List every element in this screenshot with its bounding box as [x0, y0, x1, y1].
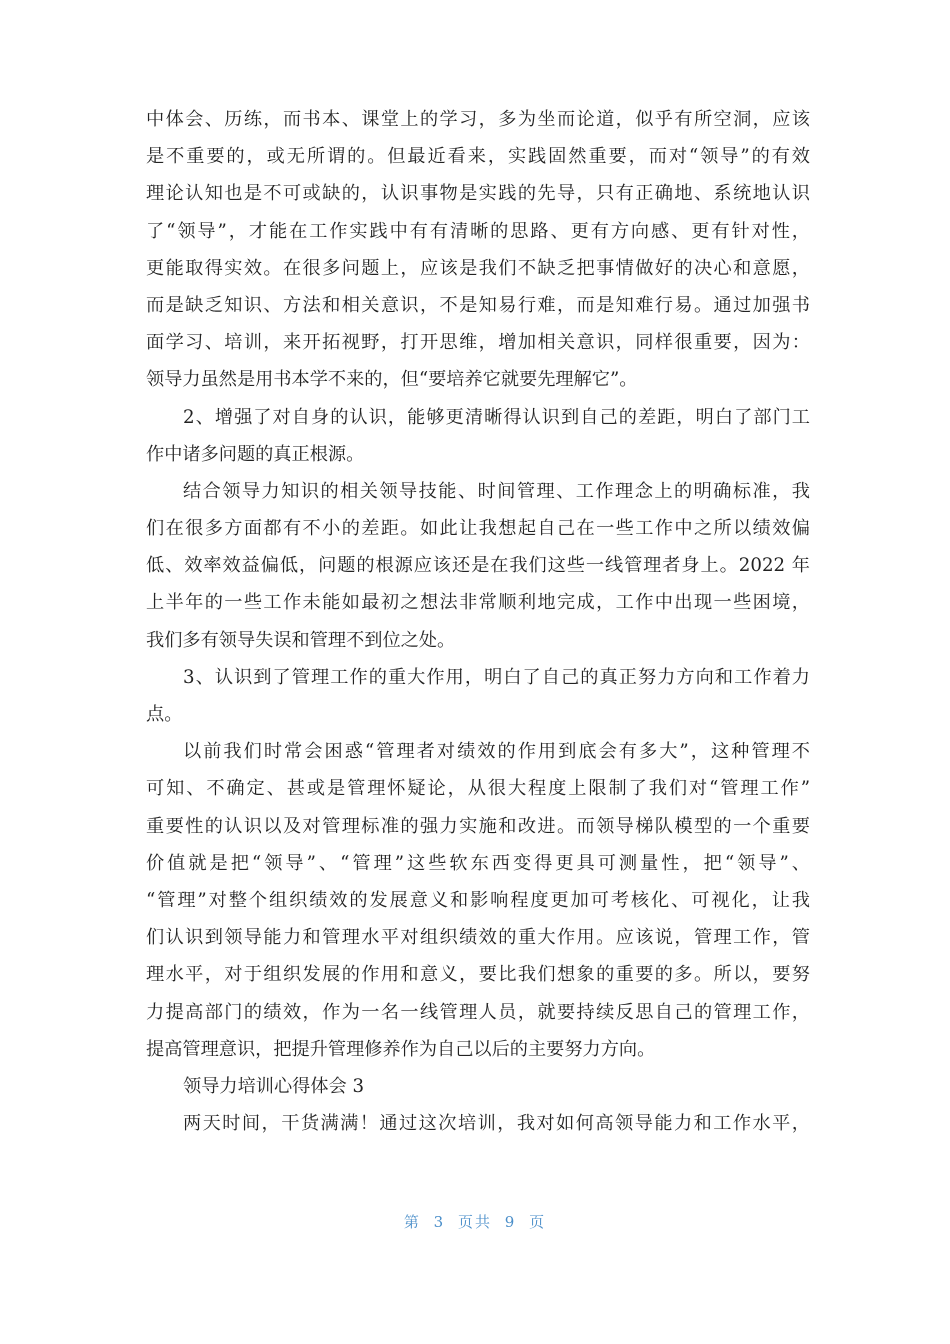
text-line: 重要性的认识以及对管理标准的强力实施和改进。而领导梯队模型的一个重要 — [146, 815, 810, 837]
document-body — [146, 101, 810, 1142]
text-line: 上半年的一些工作未能如最初之想法非常顺利地完成，工作中出现一些困境， — [146, 592, 810, 614]
text-line: 了“领导”，才能在工作实践中有有清晰的思路、更有方向感、更有针对性， — [146, 220, 810, 242]
text-line: 提高管理意识，把提升管理修养作为自己以后的主要努力方向。 — [146, 1038, 656, 1060]
text-line: 可知、不确定、甚或是管理怀疑论，从很大程度上限制了我们对“管理工作” — [146, 778, 810, 800]
text-line: 低、效率效益偏低，问题的根源应该还是在我们这些一线管理者身上。2022 年 — [146, 555, 810, 577]
text-line: 两天时间，干货满满！通过这次培训，我对如何高领导能力和工作水平， — [183, 1113, 810, 1135]
text-line: 作中诸多问题的真正根源。 — [146, 443, 365, 465]
text-line: 们认识到领导能力和管理水平对组织绩效的重大作用。应该说，管理工作，管 — [146, 927, 810, 949]
text-line: “管理”对整个组织绩效的发展意义和影响程度更加可考核化、可视化，让我 — [146, 889, 810, 911]
text-line: 结合领导力知识的相关领导技能、时间管理、工作理念上的明确标准，我 — [183, 480, 810, 502]
text-line: 以前我们时常会困惑“管理者对绩效的作用到底会有多大”，这种管理不 — [183, 741, 810, 763]
text-line: 而是缺乏知识、方法和相关意识，不是知易行难，而是知难行易。通过加强书 — [146, 294, 810, 316]
text-line: 更能取得实效。在很多问题上，应该是我们不缺乏把事情做好的决心和意愿， — [146, 257, 810, 279]
text-line: 3、认识到了管理工作的重大作用，明白了自己的真正努力方向和工作着力 — [183, 666, 810, 688]
section-heading: 领导力培训心得体会 3 — [183, 1075, 365, 1097]
text-line: 理水平，对于组织发展的作用和意义，要比我们想象的重要的多。所以，要努 — [146, 964, 810, 986]
text-line: 力提高部门的绩效，作为一名一线管理人员，就要持续反思自己的管理工作， — [146, 1001, 810, 1023]
text-line: 点。 — [146, 704, 183, 725]
text-line: 中体会、历练，而书本、课堂上的学习，多为坐而论道，似乎有所空洞，应该 — [146, 109, 810, 130]
text-line: 面学习、培训，来开拓视野，打开思维，增加相关意识，同样很重要，因为： — [146, 332, 810, 354]
text-line: 们在很多方面都有不小的差距。如此让我想起自己在一些工作中之所以绩效偏 — [146, 518, 810, 540]
text-line: 领导力虽然是用书本学不来的，但“要培养它就要先理解它”。 — [146, 369, 638, 391]
text-line: 我们多有领导失误和管理不到位之处。 — [146, 629, 456, 651]
text-line: 价值就是把“领导”、“管理”这些软东西变得更具可测量性，把“领导”、 — [146, 852, 810, 874]
page-number: 第 3 页共 9 页 — [403, 1213, 547, 1231]
text-line: 2、增强了对自身的认识，能够更清晰得认识到自己的差距，明白了部门工 — [183, 406, 810, 428]
text-line: 理论认知也是不可或缺的，认识事物是实践的先导，只有正确地、系统地认识 — [146, 183, 810, 205]
text-line: 是不重要的，或无所谓的。但最近看来，实践固然重要，而对“领导”的有效 — [146, 146, 810, 168]
